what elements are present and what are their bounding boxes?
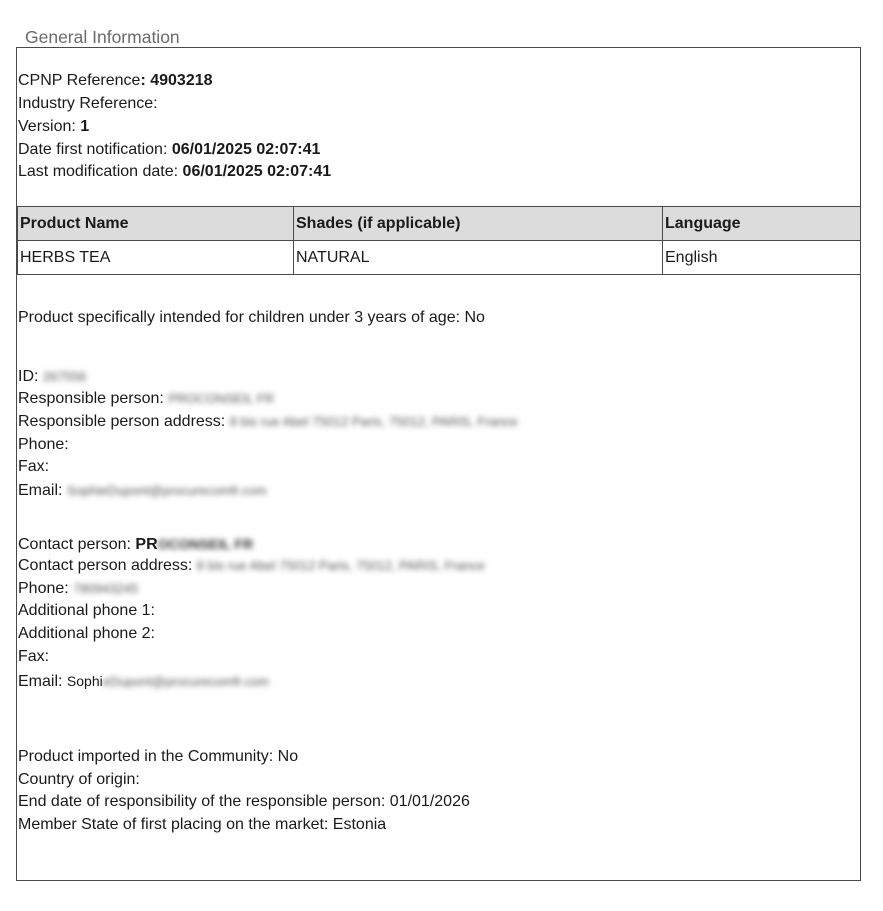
header-shades: Shades (if applicable) — [294, 207, 663, 241]
imported-line: Product imported in the Community: No — [18, 748, 299, 765]
responsible-address-line — [18, 412, 518, 432]
last-modification-label: Last modification date: — [18, 163, 179, 180]
product-table — [17, 206, 861, 275]
contact-address-line — [18, 556, 485, 576]
product-table-header-row — [18, 207, 861, 241]
children-line: Product specifically intended for children under 3 years of age: No — [18, 309, 485, 326]
responsible-email-value: SophieDupont@procurecomfr.com — [66, 483, 267, 498]
contact-phone-line — [18, 579, 138, 599]
first-notification-label: Date first notification: — [18, 141, 168, 158]
contact-person-line — [18, 534, 253, 555]
contact-email-visible: Sophi — [66, 673, 103, 689]
responsible-address-label: Responsible person address: — [18, 413, 226, 430]
cell-product-name: HERBS TEA — [18, 241, 294, 275]
contact-fax-line: Fax: — [18, 648, 50, 665]
member-state-line: Member State of first placing on the market: Estonia — [18, 816, 387, 833]
responsible-person-line — [18, 389, 274, 409]
contact-email-label: Email: — [18, 673, 63, 690]
contact-address-value: 8 bis rue Abel 75012 Paris, 75012, PARIS, France — [196, 558, 485, 573]
end-date-line: End date of responsibility of the responsible person: 01/01/2026 — [18, 793, 470, 810]
responsible-email-line — [18, 481, 267, 501]
header-product-name: Product Name — [18, 207, 294, 241]
contact-phone-value: 780943245 — [73, 581, 139, 596]
cell-shades: NATURAL — [294, 241, 663, 275]
table-row — [18, 241, 861, 275]
industry-reference-label: Industry Reference: — [18, 95, 158, 112]
contact-additional-phone1-line: Additional phone 1: — [18, 602, 155, 619]
cpnp-reference-value: 4903218 — [150, 72, 213, 89]
first-notification-line — [18, 140, 320, 160]
last-modification-line — [18, 162, 331, 182]
section-title: General Information — [25, 27, 180, 47]
version-label: Version: — [18, 118, 76, 135]
contact-email-line — [18, 671, 269, 692]
contact-phone-label: Phone: — [18, 580, 69, 597]
responsible-id-line — [18, 367, 86, 387]
responsible-id-label: ID: — [18, 368, 39, 385]
responsible-address-value: 8 bis rue Abel 75012 Paris, 75012, PARIS, France — [229, 414, 518, 429]
version-value: 1 — [80, 118, 90, 135]
version-line — [18, 117, 89, 137]
industry-reference-line — [18, 94, 158, 114]
last-modification-value: 06/01/2025 02:07:41 — [182, 163, 332, 180]
responsible-id-value: 267556 — [42, 369, 87, 384]
contact-additional-phone2-line: Additional phone 2: — [18, 625, 155, 642]
responsible-person-value: PROCONSEIL FR — [168, 391, 275, 406]
country-of-origin-line: Country of origin: — [18, 771, 140, 788]
responsible-person-label: Responsible person: — [18, 390, 164, 407]
contact-email-blurred: eDupont@procurecomfr.com — [102, 674, 270, 689]
cpnp-reference-label: CPNP Reference — [18, 72, 141, 89]
responsible-phone-line: Phone: — [18, 436, 69, 453]
responsible-email-label: Email: — [18, 482, 63, 499]
contact-person-label: Contact person: — [18, 536, 131, 553]
contact-address-label: Contact person address: — [18, 557, 193, 574]
cpnp-reference-line: CPNP Reference: 4903218 — [18, 72, 213, 89]
header-language: Language — [663, 207, 861, 241]
first-notification-value: 06/01/2025 02:07:41 — [171, 141, 321, 158]
cell-language: English — [663, 241, 861, 275]
responsible-fax-line: Fax: — [18, 458, 50, 475]
contact-person-blurred: OCONSEIL FR — [157, 536, 254, 552]
contact-person-visible: PR — [135, 536, 158, 553]
